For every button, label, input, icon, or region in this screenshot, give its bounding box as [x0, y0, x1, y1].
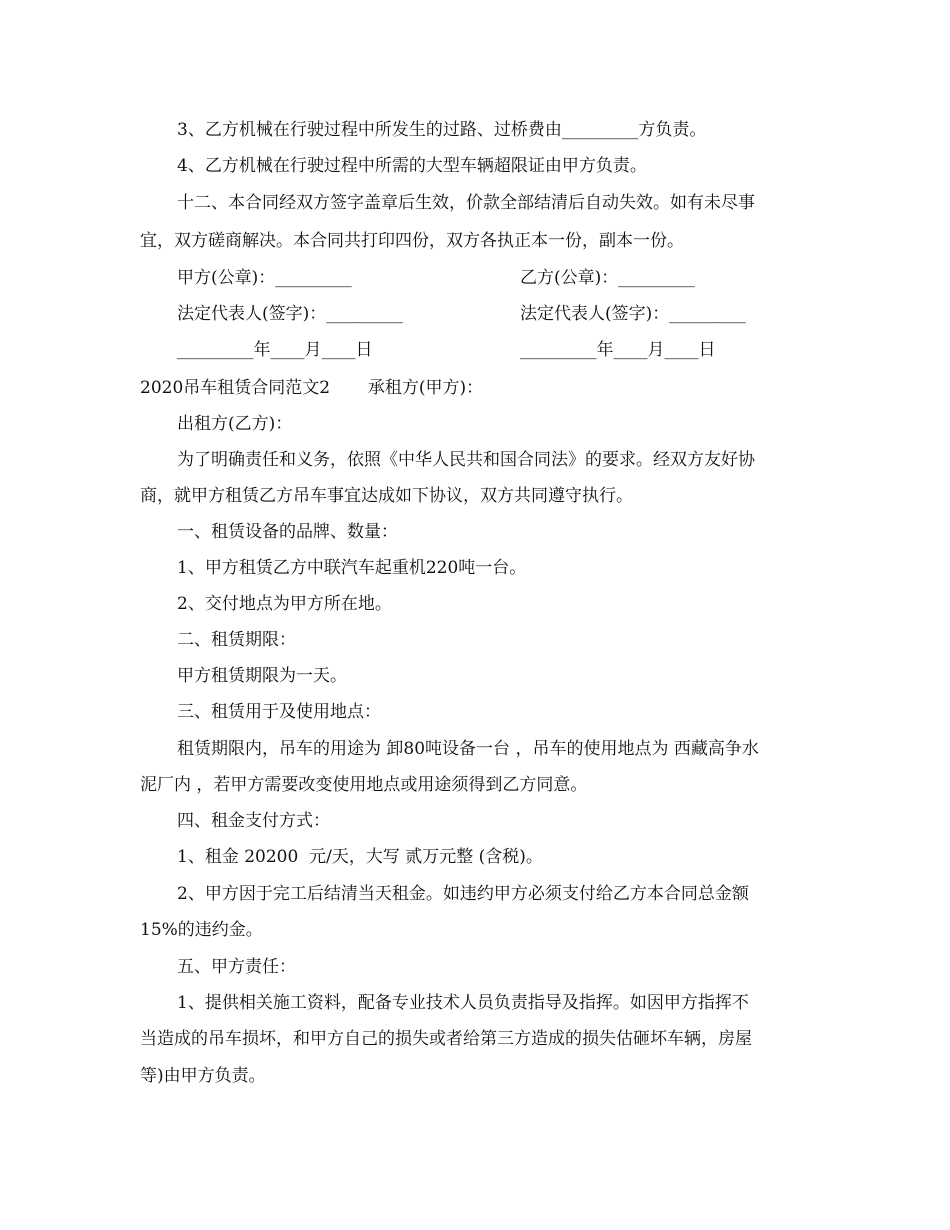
- section-3-text-line-2: 泥厂内 ，若甲方需要改变使用地点或用途须得到乙方同意。: [140, 775, 588, 795]
- party-a-representative-field: 法定代表人(签字)：_________: [177, 304, 403, 324]
- contract-title-line: 2020吊车租赁合同范文2 承租方(甲方)：: [140, 378, 484, 398]
- intro-line-1: 为了明确责任和义务，依照《中华人民共和国合同法》的要求。经双方友好协: [177, 450, 755, 470]
- section-1-item-1: 1、甲方租赁乙方中联汽车起重机220吨一台。: [177, 558, 527, 578]
- party-b-date-field: _________年____月____日: [520, 340, 716, 360]
- section-5-item-1-line-2: 当造成的吊车损坏，和甲方自己的损失或者给第三方造成的损失估砸坏车辆，房屋: [140, 1029, 752, 1049]
- party-a-seal-field: 甲方(公章)：_________: [177, 268, 352, 288]
- section-5-item-1-line-1: 1、提供相关施工资料，配备专业技术人员负责指导及指挥。如因甲方指挥不: [177, 993, 749, 1013]
- section-4-item-2-line-2: 15%的违约金。: [140, 920, 263, 940]
- party-b-representative-field: 法定代表人(签字)：_________: [520, 304, 746, 324]
- clause-4-oversize-permit: 4、乙方机械在行驶过程中所需的大型车辆超限证由甲方负责。: [177, 156, 647, 176]
- article-12-line-1: 十二、本合同经双方签字盖章后生效，价款全部结清后自动失效。如有未尽事: [177, 193, 755, 213]
- party-b-seal-field: 乙方(公章)：_________: [520, 268, 695, 288]
- section-3-text-line-1: 租赁期限内，吊车的用途为 卸80吨设备一台 ，吊车的使用地点为 西藏高争水: [177, 739, 759, 759]
- clause-3-toll-fees: 3、乙方机械在行驶过程中所发生的过路、过桥费由_________方负责。: [177, 120, 707, 140]
- section-4-item-1: 1、租金 20200 元/天，大写 贰万元整 (含税)。: [177, 847, 543, 867]
- section-3-heading: 三、租赁用于及使用地点：: [177, 702, 381, 722]
- section-2-heading: 二、租赁期限：: [177, 630, 296, 650]
- section-4-heading: 四、租金支付方式：: [177, 811, 330, 831]
- section-5-heading: 五、甲方责任：: [177, 957, 296, 977]
- section-2-item-1: 甲方租赁期限为一天。: [177, 666, 347, 686]
- section-4-item-2-line-1: 2、甲方因于完工后结清当天租金。如违约甲方必须支付给乙方本合同总金额: [177, 884, 749, 904]
- article-12-line-2: 宜，双方磋商解决。本合同共打印四份，双方各执正本一份，副本一份。: [140, 231, 684, 251]
- party-a-date-field: _________年____月____日: [177, 340, 373, 360]
- lessor-line: 出租方(乙方)：: [177, 414, 293, 434]
- section-1-heading: 一、租赁设备的品牌、数量：: [177, 522, 398, 542]
- intro-line-2: 商，就甲方租赁乙方吊车事宜达成如下协议，双方共同遵守执行。: [140, 486, 633, 506]
- section-1-item-2: 2、交付地点为甲方所在地。: [177, 594, 392, 614]
- section-5-item-1-line-3: 等)由甲方负责。: [140, 1066, 266, 1086]
